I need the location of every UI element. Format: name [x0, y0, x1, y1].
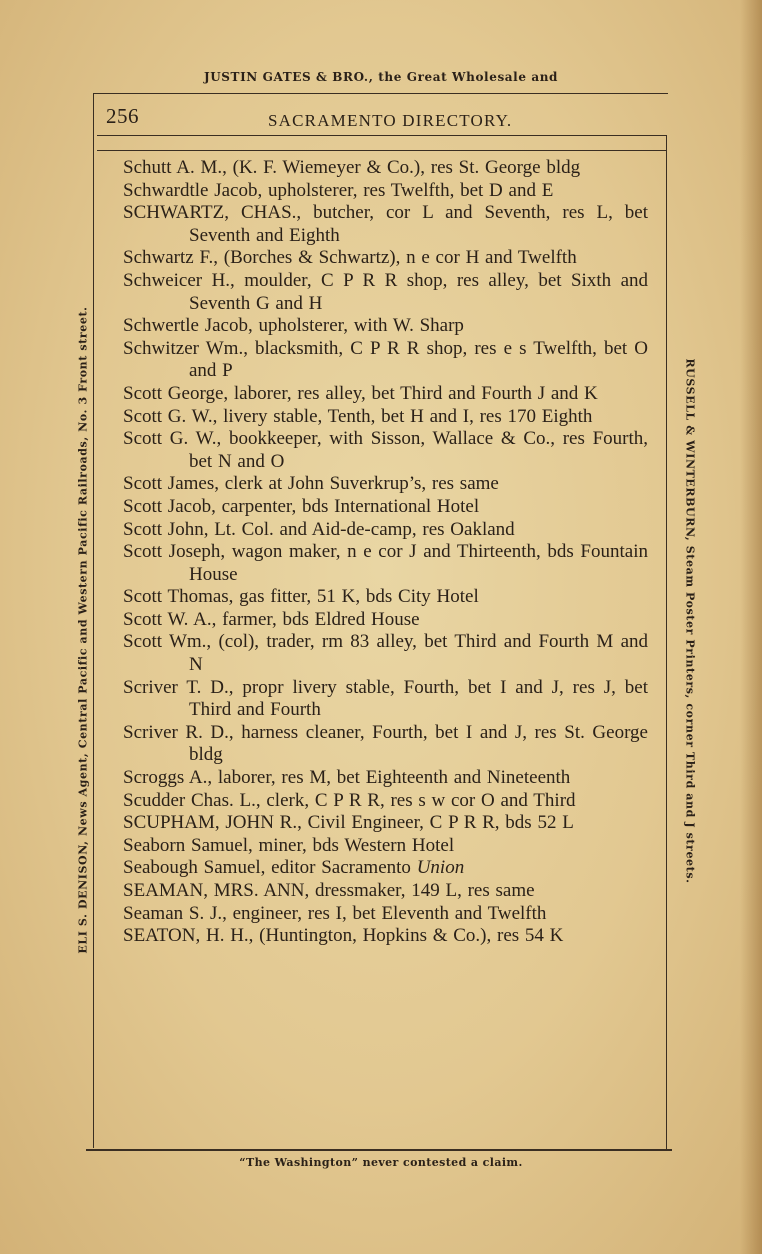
- entry-text: Schwertle Jacob, upholsterer, with W. Sharp: [123, 315, 464, 337]
- directory-entry: [123, 338, 648, 383]
- right-margin-advertisement: RUSSELL & WINTERBURN, Steam Poster Printers, corner Third and J streets.: [683, 358, 697, 884]
- directory-entry: [123, 473, 648, 496]
- directory-entry: [123, 857, 648, 880]
- entry-italic-text: Union: [416, 857, 465, 879]
- entry-text: SEAMAN, MRS. ANN, dressmaker, 149 L, res same: [123, 880, 535, 901]
- directory-entry: [123, 315, 648, 338]
- directory-entry: [123, 925, 648, 948]
- directory-entry: [123, 722, 648, 767]
- entry-text: Scriver T. D., propr livery stable, Fourth, bet I and J, res J, bet Third and Fourth: [123, 676, 648, 721]
- entry-text: Schwartz F., (Borches & Schwartz), n e cor H and Twelfth: [123, 247, 577, 269]
- directory-entry: [123, 631, 648, 676]
- entry-text: Scott G. W., livery stable, Tenth, bet H and I, res 170 Eighth: [123, 405, 593, 427]
- directory-entry: [123, 586, 648, 609]
- directory-entries: [123, 157, 648, 948]
- frame-top-rule: [93, 93, 668, 94]
- directory-entry: [123, 247, 648, 270]
- directory-entry: [123, 903, 648, 926]
- entry-text: SCUPHAM, JOHN R., Civil Engineer, C P R R, bds 52 L: [123, 812, 574, 834]
- directory-entry: [123, 406, 648, 429]
- entry-text: Scott Thomas, gas fitter, 51 K, bds City Hotel: [123, 586, 479, 608]
- directory-entry: [123, 496, 648, 519]
- left-margin-advertisement: ELI S. DENISON, News Agent, Central Pacific and Western Pacific Railroads, No. 3 Front street.: [76, 306, 90, 954]
- entry-text: Scott Jacob, carpenter, bds International Hotel: [123, 495, 480, 517]
- directory-entry: [123, 383, 648, 406]
- header-rule: [97, 135, 667, 136]
- page-edge-shadow: [740, 0, 762, 1254]
- entry-text: Seaborn Samuel, miner, bds Western Hotel: [123, 834, 455, 856]
- entry-text: Scott James, clerk at John Suverkrup’s, res same: [123, 473, 499, 495]
- entry-text: Schwitzer Wm., blacksmith, C P R R shop, res e s Twelfth, bet O and P: [123, 337, 648, 382]
- directory-entry: [123, 157, 648, 180]
- directory-entry: [123, 880, 648, 903]
- frame-bottom-rule: [86, 1149, 672, 1151]
- directory-entry: [123, 812, 648, 835]
- entry-text: SCHWARTZ, CHAS., butcher, cor L and Seventh, res L, bet Seventh and Eighth: [123, 202, 648, 246]
- directory-entry: [123, 428, 648, 473]
- directory-entry: [123, 835, 648, 858]
- frame-right-rule: [666, 135, 667, 1149]
- entry-text: Scudder Chas. L., clerk, C P R R, res s w cor O and Third: [123, 789, 576, 811]
- frame-left-rule: [93, 93, 94, 1148]
- header-rule: [97, 150, 667, 151]
- directory-entry: [123, 609, 648, 632]
- entry-text: Scott G. W., bookkeeper, with Sisson, Wallace & Co., res Fourth, bet N and O: [123, 428, 648, 472]
- entry-text: Scriver R. D., harness cleaner, Fourth, bet I and J, res St. George bldg: [123, 721, 648, 766]
- top-advertisement-banner: JUSTIN GATES & BRO., the Great Wholesale and: [203, 70, 559, 84]
- entry-text: Schwardtle Jacob, upholsterer, res Twelfth, bet D and E: [123, 179, 554, 201]
- entry-text: Schweicer H., moulder, C P R R shop, res alley, bet Sixth and Seventh G and H: [123, 269, 648, 314]
- directory-entry: [123, 180, 648, 203]
- page-number: 256: [106, 104, 139, 128]
- directory-entry: [123, 790, 648, 813]
- directory-entry: [123, 767, 648, 790]
- entry-text: Scott Wm., (col), trader, rm 83 alley, bet Third and Fourth M and N: [123, 631, 648, 676]
- directory-entry: [123, 677, 648, 722]
- entry-text: Seabough Samuel, editor Sacramento: [123, 857, 411, 879]
- directory-entry: [123, 519, 648, 542]
- entry-text: Schutt A. M., (K. F. Wiemeyer & Co.), res St. George bldg: [123, 157, 581, 178]
- bottom-advertisement-banner: “The Washington” never contested a claim.: [239, 1156, 523, 1169]
- directory-entry: [123, 202, 648, 247]
- entry-text: Seaman S. J., engineer, res I, bet Eleventh and Twelfth: [123, 902, 547, 924]
- directory-entry: [123, 541, 648, 586]
- directory-entry: [123, 270, 648, 315]
- entry-text: Scroggs A., laborer, res M, bet Eighteenth and Nineteenth: [123, 767, 571, 789]
- entry-text: Scott Joseph, wagon maker, n e cor J and Thirteenth, bds Fountain House: [123, 541, 648, 585]
- entry-text: SEATON, H. H., (Huntington, Hopkins & Co.), res 54 K: [123, 925, 564, 947]
- entry-text: Scott George, laborer, res alley, bet Third and Fourth J and K: [123, 382, 598, 404]
- entry-text: Scott John, Lt. Col. and Aid-de-camp, res Oakland: [123, 518, 515, 540]
- running-head: SACRAMENTO DIRECTORY.: [268, 111, 513, 130]
- entry-text: Scott W. A., farmer, bds Eldred House: [123, 608, 420, 630]
